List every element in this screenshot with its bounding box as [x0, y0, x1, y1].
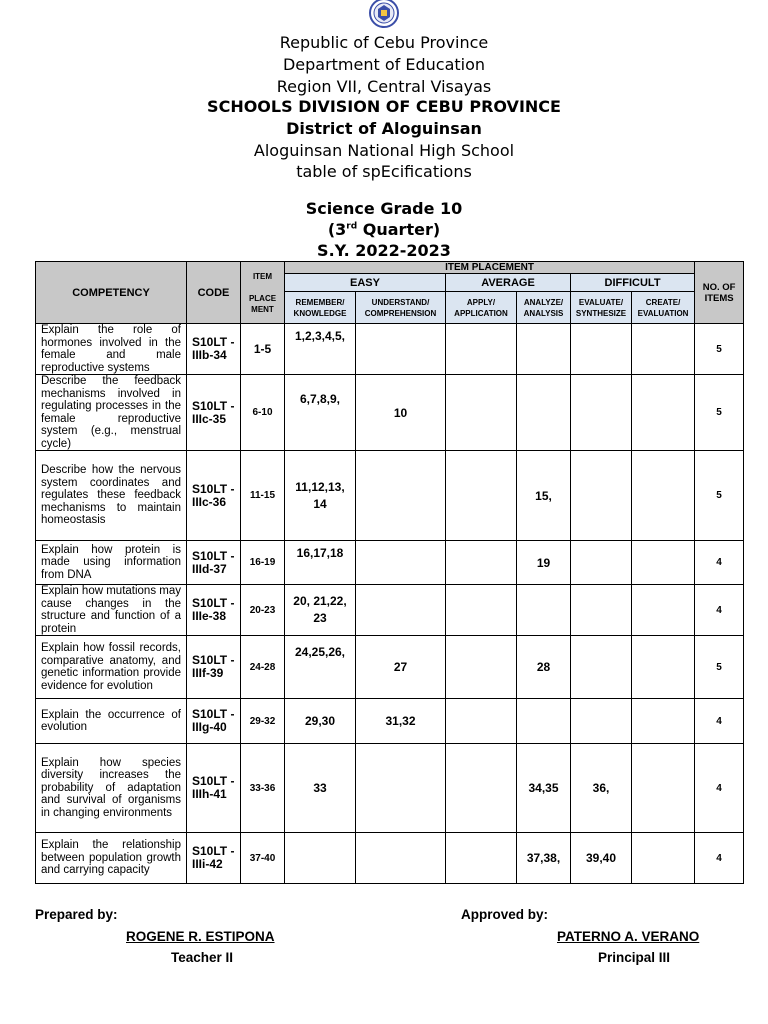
header-school: Aloguinsan National High School [253, 141, 515, 160]
header-evaluate: EVALUATE/ SYNTHESIZE [571, 292, 632, 324]
create-cell [632, 744, 695, 833]
create-cell [632, 833, 695, 884]
competency-cell: Explain the occurrence of evolution [36, 699, 187, 744]
remember-cell: 11,12,13, 14 [285, 451, 356, 541]
prepared-by-title: Teacher II [171, 950, 234, 965]
header-district: District of Aloguinsan [286, 119, 482, 138]
create-cell [632, 699, 695, 744]
evaluate-cell [571, 541, 632, 585]
approved-by-label: Approved by: [461, 907, 549, 922]
code-cell: S10LT -IIId-37 [187, 541, 241, 585]
header-item-placement-short: ITEM PLACE MENT [241, 262, 285, 324]
remember-cell: 33 [285, 744, 356, 833]
placement-cell: 6-10 [241, 375, 285, 451]
evaluate-cell: 39,40 [571, 833, 632, 884]
remember-cell: 24,25,26, [285, 636, 356, 699]
understand-cell [356, 541, 446, 585]
table-row [36, 324, 744, 375]
apply-cell [446, 375, 517, 451]
placement-cell: 16-19 [241, 541, 285, 585]
competency-cell: Explain how mutations may cause changes in the structure and function of a protein [36, 585, 187, 636]
items-cell: 4 [695, 541, 744, 585]
apply-cell [446, 324, 517, 375]
create-cell [632, 324, 695, 375]
header-competency: COMPETENCY [36, 262, 187, 324]
create-cell [632, 375, 695, 451]
evaluate-cell [571, 324, 632, 375]
code-cell: S10LT -IIIf-39 [187, 636, 241, 699]
apply-cell [446, 744, 517, 833]
create-cell [632, 541, 695, 585]
understand-cell [356, 324, 446, 375]
header-average: AVERAGE [446, 274, 571, 292]
competency-cell: Describe how the nervous system coordinates and regulates these feedback mechanisms to maintain homeostasis [36, 451, 187, 541]
table-row [36, 636, 744, 699]
school-year: S.Y. 2022-2023 [317, 241, 451, 260]
header-item-placement: ITEM PLACEMENT [285, 262, 695, 274]
code-cell: S10LT -IIIc-36 [187, 451, 241, 541]
evaluate-cell [571, 699, 632, 744]
evaluate-cell [571, 375, 632, 451]
analyze-cell: 15, [517, 451, 571, 541]
table-body [36, 324, 744, 884]
understand-cell: 31,32 [356, 699, 446, 744]
understand-cell [356, 585, 446, 636]
analyze-cell [517, 699, 571, 744]
table-row [36, 699, 744, 744]
placement-cell: 20-23 [241, 585, 285, 636]
competency-cell: Explain how species diversity increases the probability of adaptation and survival of organisms in changing environments [36, 744, 187, 833]
code-cell: S10LT -IIIh-41 [187, 744, 241, 833]
items-cell: 5 [695, 375, 744, 451]
quarter-title: (3rd Quarter) [327, 220, 441, 239]
remember-cell: 16,17,18 [285, 541, 356, 585]
remember-cell: 6,7,8,9, [285, 375, 356, 451]
header-easy: EASY [285, 274, 446, 292]
competency-cell: Explain how fossil records, comparative anatomy, and genetic information provide evidence for evolution [36, 636, 187, 699]
placement-cell: 29-32 [241, 699, 285, 744]
table-row [36, 541, 744, 585]
understand-cell: 27 [356, 636, 446, 699]
code-cell: S10LT -IIIg-40 [187, 699, 241, 744]
analyze-cell [517, 324, 571, 375]
understand-cell [356, 833, 446, 884]
header-difficult: DIFFICULT [571, 274, 695, 292]
table-row [36, 744, 744, 833]
analyze-cell [517, 585, 571, 636]
remember-cell: 20, 21,22, 23 [285, 585, 356, 636]
header-department: Department of Education [282, 55, 486, 74]
remember-cell [285, 833, 356, 884]
apply-cell [446, 585, 517, 636]
placement-cell: 24-28 [241, 636, 285, 699]
table-row [36, 451, 744, 541]
competency-cell: Explain how protein is made using information from DNA [36, 541, 187, 585]
header-understand: UNDERSTAND/ COMPREHENSION [356, 292, 446, 324]
prepared-by-label: Prepared by: [35, 907, 118, 922]
table-row [36, 833, 744, 884]
header-region: Region VII, Central Visayas [276, 77, 492, 96]
apply-cell [446, 636, 517, 699]
header-code: CODE [187, 262, 241, 324]
evaluate-cell [571, 451, 632, 541]
create-cell [632, 451, 695, 541]
header-create: CREATE/ EVALUATION [632, 292, 695, 324]
approved-by-name: PATERNO A. VERANO [557, 929, 700, 944]
apply-cell [446, 833, 517, 884]
understand-cell [356, 451, 446, 541]
analyze-cell: 37,38, [517, 833, 571, 884]
table-of-specifications [35, 261, 744, 884]
evaluate-cell [571, 585, 632, 636]
table-row [36, 585, 744, 636]
document-title: table of spEcifications [296, 162, 472, 181]
evaluate-cell [571, 636, 632, 699]
placement-cell: 37-40 [241, 833, 285, 884]
code-cell: S10LT -IIIi-42 [187, 833, 241, 884]
items-cell: 4 [695, 585, 744, 636]
understand-cell: 10 [356, 375, 446, 451]
items-cell: 4 [695, 699, 744, 744]
placement-cell: 11-15 [241, 451, 285, 541]
remember-cell: 29,30 [285, 699, 356, 744]
competency-cell: Explain the role of hormones involved in the female and male reproductive systems [36, 324, 187, 375]
prepared-by-name: ROGENE R. ESTIPONA [126, 929, 275, 944]
apply-cell [446, 699, 517, 744]
header-remember: REMEMBER/ KNOWLEDGE [285, 292, 356, 324]
placement-cell: 33-36 [241, 744, 285, 833]
header-analyze: ANALYZE/ ANALYSIS [517, 292, 571, 324]
competency-cell: Describe the feedback mechanisms involved in regulating processes in the female reproductive system (e.g., menstrual cycle) [36, 375, 187, 451]
remember-cell: 1,2,3,4,5, [285, 324, 356, 375]
subject-title: Science Grade 10 [305, 199, 463, 218]
deped-seal-logo [364, 0, 404, 30]
items-cell: 4 [695, 833, 744, 884]
items-cell: 5 [695, 451, 744, 541]
competency-cell: Explain the relationship between population growth and carrying capacity [36, 833, 187, 884]
header-republic: Republic of Cebu Province [279, 33, 489, 52]
items-cell: 5 [695, 324, 744, 375]
items-cell: 5 [695, 636, 744, 699]
analyze-cell [517, 375, 571, 451]
analyze-cell: 28 [517, 636, 571, 699]
code-cell: S10LT -IIIb-34 [187, 324, 241, 375]
understand-cell [356, 744, 446, 833]
create-cell [632, 636, 695, 699]
items-cell: 4 [695, 744, 744, 833]
evaluate-cell: 36, [571, 744, 632, 833]
apply-cell [446, 541, 517, 585]
apply-cell [446, 451, 517, 541]
analyze-cell: 19 [517, 541, 571, 585]
code-cell: S10LT -IIIe-38 [187, 585, 241, 636]
header-apply: APPLY/ APPLICATION [446, 292, 517, 324]
placement-cell: 1-5 [241, 324, 285, 375]
code-cell: S10LT -IIIc-35 [187, 375, 241, 451]
approved-by-title: Principal III [598, 950, 671, 965]
header-division: SCHOOLS DIVISION OF CEBU PROVINCE [207, 97, 561, 116]
header-no-of-items: NO. OF ITEMS [695, 262, 744, 324]
table-row [36, 375, 744, 451]
analyze-cell: 34,35 [517, 744, 571, 833]
create-cell [632, 585, 695, 636]
